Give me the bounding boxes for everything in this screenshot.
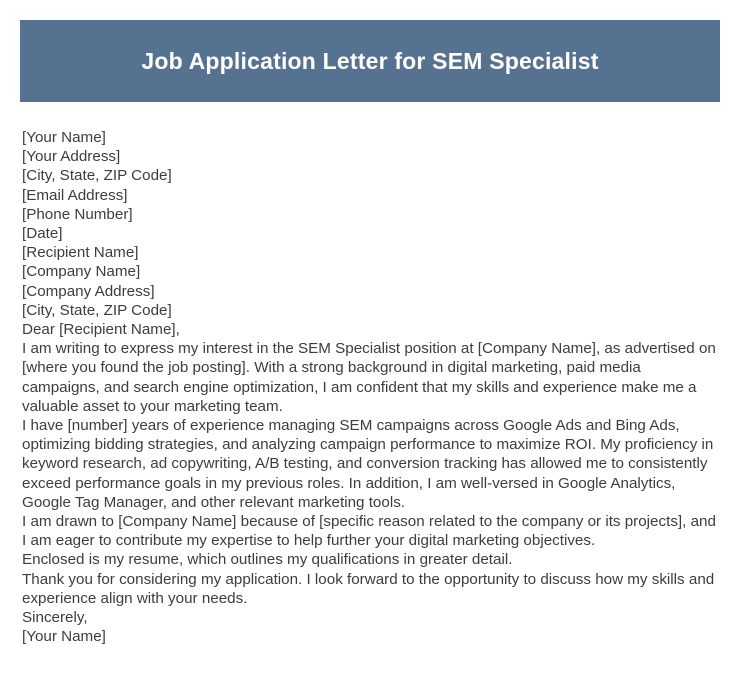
sender-city-state-zip-field: [City, State, ZIP Code] [22,167,172,185]
body-paragraph-1: I am writing to express my interest in the SEM Specialist position at [Company Name], as advertised on [where you found the job posting]. With a strong background in digital marketing, paid media campaigns, and search engine optimization, I am confident that my skills and experience make me a valuable asset to your marketing team. [22,340,716,415]
salutation: Dear [Recipient Name], [22,321,180,339]
sender-phone-field: [Phone Number] [22,205,133,223]
body-paragraph-2: I have [number] years of experience managing SEM campaigns across Google Ads and Bing Ads, optimizing bidding strategies, and analyzing campaign performance to maximize ROI. My proficiency in keyword research, ad copywriting, A/B testing, and conversion tracking has allowed me to consistently exceed performance goals in my previous roles. In addition, I am well-versed in Google Analytics, Google Tag Manager, and other relevant marketing tools. [22,417,714,511]
sender-address-field: [Your Address] [22,148,121,166]
date-field: [Date] [22,225,63,243]
body-paragraph-4: Enclosed is my resume, which outlines my qualifications in greater detail. [22,551,513,569]
signature: [Your Name] [22,628,106,646]
recipient-name-field: [Recipient Name] [22,244,139,262]
letter-body [0,102,740,646]
body-paragraph-5: Thank you for considering my application. I look forward to the opportunity to discuss how my skills and experience align with your needs. [22,570,715,607]
company-name-field: [Company Name] [22,263,141,281]
page-title: Job Application Letter for SEM Specialist [141,47,599,74]
company-address-field: [Company Address] [22,282,155,300]
document-page [0,20,740,687]
body-paragraph-3: I am drawn to [Company Name] because of [specific reason related to the company or its projects], and I am eager to contribute my expertise to help further your digital marketing objectives. [22,513,716,550]
company-city-state-zip-field: [City, State, ZIP Code] [22,301,172,319]
closing: Sincerely, [22,609,88,627]
sender-email-field: [Email Address] [22,186,128,204]
document-header-band [20,20,720,102]
sender-name-field: [Your Name] [22,129,106,146]
